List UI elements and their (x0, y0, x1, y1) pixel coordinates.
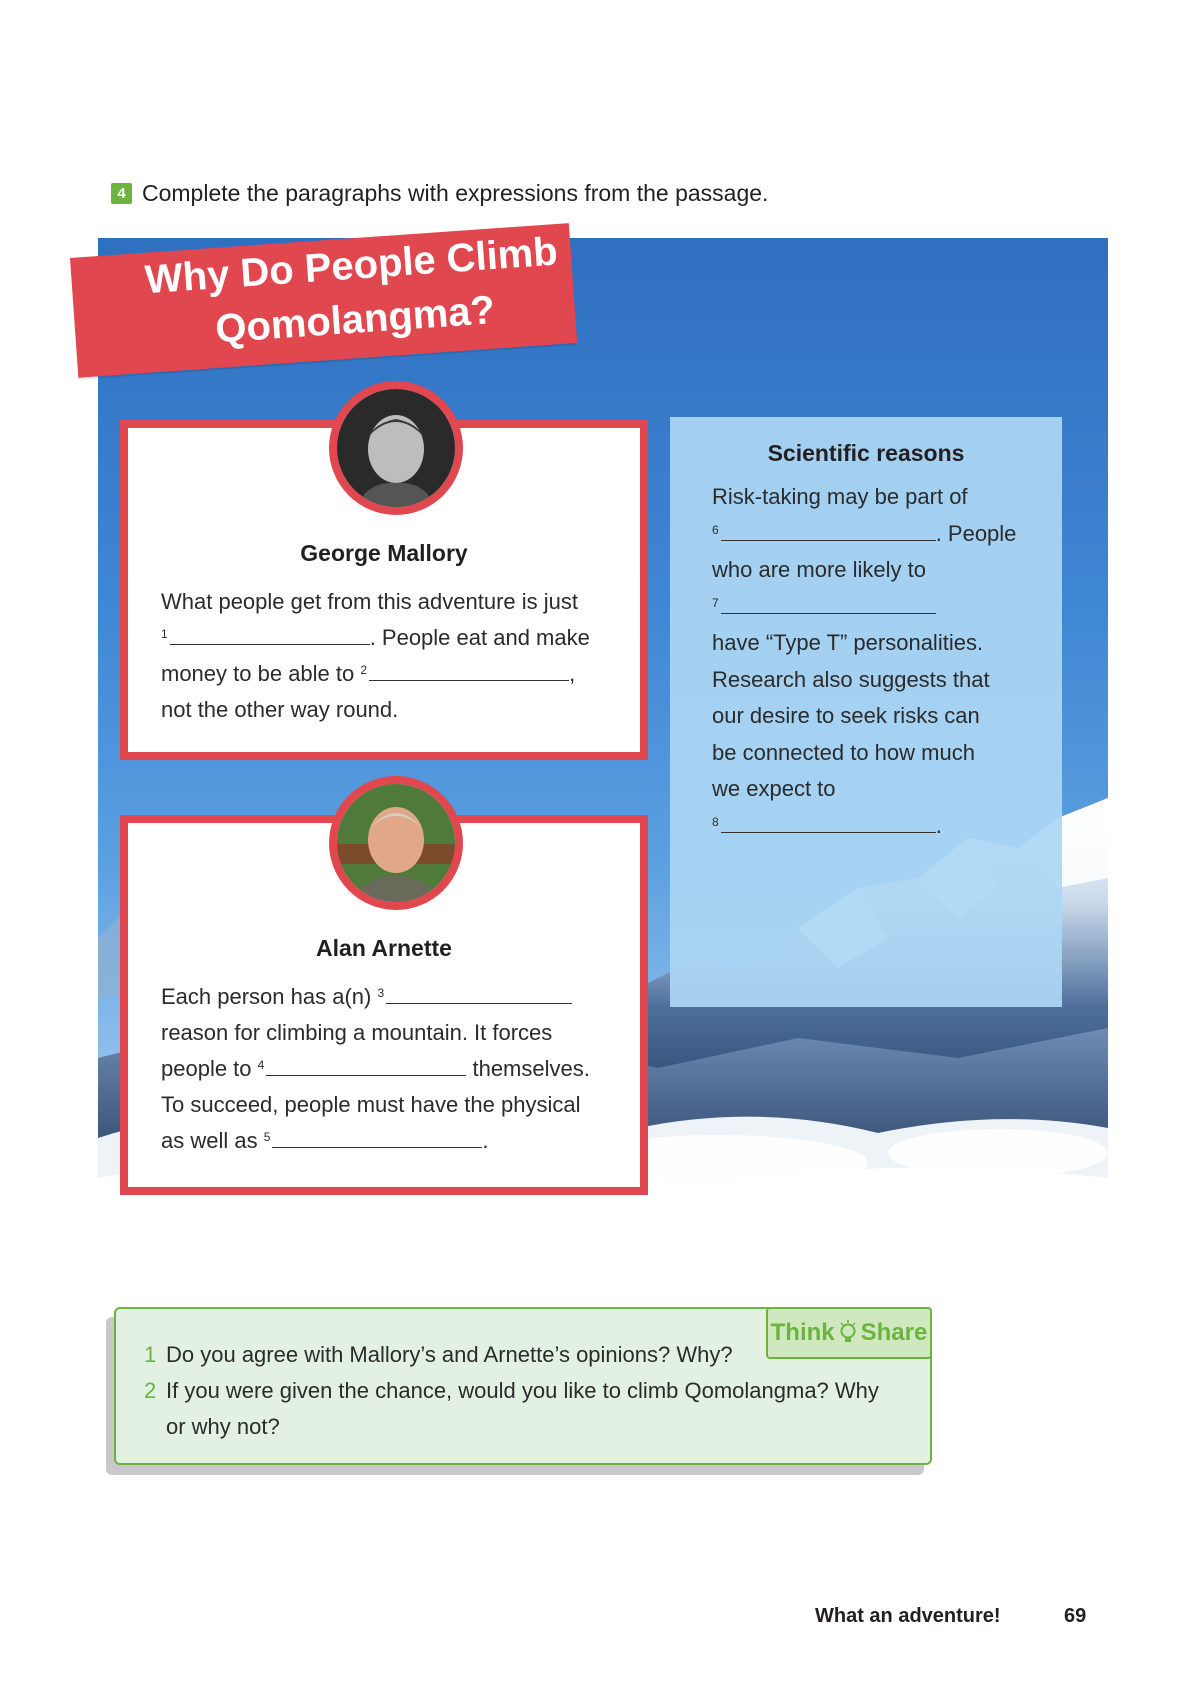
mallory-paragraph: What people get from this adventure is just $^1$ . People eat and make money to be able to $^2$ , not the other way round. (161, 589, 590, 722)
footer-page-number: 69 (1064, 1605, 1087, 1627)
arnette-photo (337, 784, 455, 902)
question-1: 1 Do you agree with Mallory’s and Arnette’s opinions? Why? (144, 1342, 733, 1367)
mallory-photo (337, 389, 455, 507)
blank-2[interactable] (369, 660, 569, 681)
blank-7[interactable] (721, 593, 936, 614)
think-share-box (114, 1307, 932, 1465)
blank-6[interactable] (721, 520, 936, 541)
arnette-name: Alan Arnette (316, 935, 452, 961)
blank-4[interactable] (266, 1055, 466, 1076)
blank-8[interactable] (721, 812, 936, 833)
arnette-paragraph: Each person has a(n) $^3$ reason for climbing a mountain. It forces people to $^4$ themselves. To succeed, people must have the physical as well as $^5$ . (161, 984, 590, 1153)
instruction-text: Complete the paragraphs with expressions from the passage. (142, 180, 769, 206)
scientific-reasons-panel (670, 417, 1062, 1007)
lightbulb-icon (839, 1320, 857, 1346)
page-title: Why Do People Climb Qomolangma? (143, 229, 560, 352)
footer-unit-title: What an adventure! (815, 1605, 1001, 1627)
mallory-portrait (329, 381, 463, 515)
question-2: 2 If you were given the chance, would you like to climb Qomolangma? Why or why not? (144, 1378, 879, 1439)
exercise-instruction (111, 180, 768, 207)
blank-5[interactable] (272, 1127, 482, 1148)
scientific-paragraph: Risk-taking may be part of $^6$ . People who are more likely to $^7$ have “Type T” personalities. Research also suggests that our desire to seek risks can be connected to how much we expect to $^8$ . (712, 484, 1017, 838)
blank-1[interactable] (170, 624, 370, 645)
blank-3[interactable] (386, 983, 572, 1004)
scientific-heading: Scientific reasons (767, 440, 965, 466)
exercise-number-badge: 4 (111, 183, 132, 204)
think-share-tag: Think Share (766, 1307, 932, 1359)
mallory-name: George Mallory (300, 540, 468, 566)
arnette-portrait (329, 776, 463, 910)
